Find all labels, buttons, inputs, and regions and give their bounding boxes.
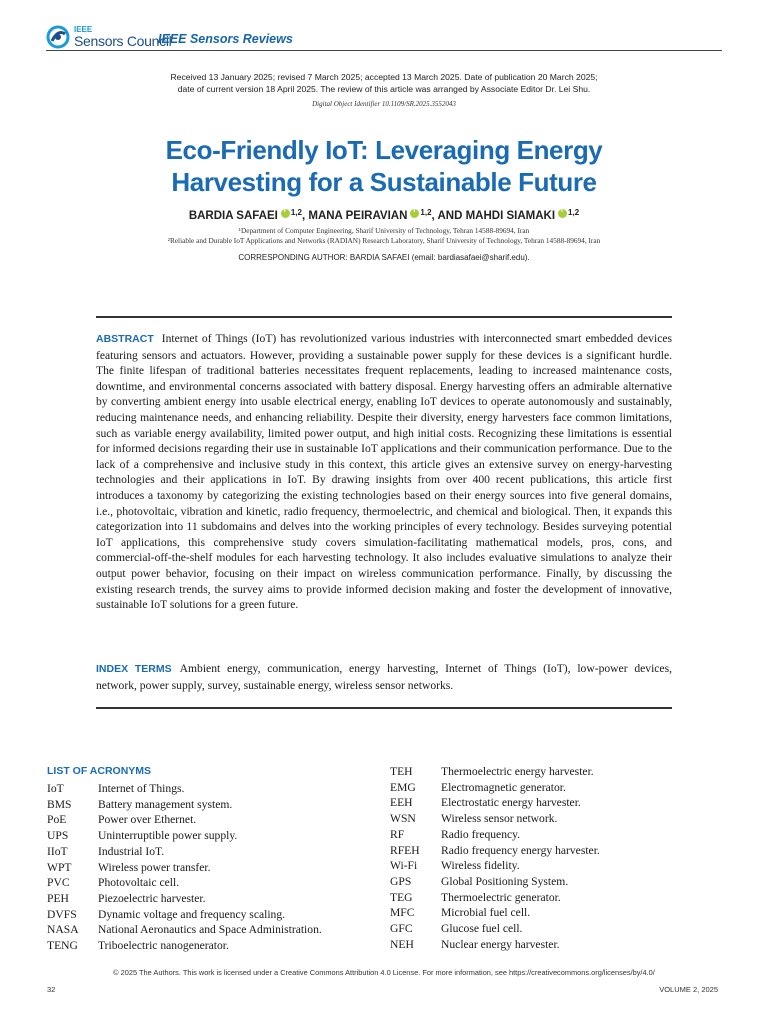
- page-header: [46, 24, 722, 52]
- acronym-definition: Nuclear energy harvester.: [441, 937, 560, 951]
- acronym-definition: Uninterruptible power supply.: [98, 829, 238, 843]
- volume-label: VOLUME 2, 2025: [659, 985, 718, 994]
- acronym-item: [47, 922, 377, 938]
- acronym-abbreviation: TEG: [390, 890, 413, 904]
- acronym-abbreviation: WPT: [47, 860, 72, 874]
- acronym-abbreviation: EEH: [390, 796, 413, 810]
- author-affiliation-marker: 1,2: [568, 208, 580, 217]
- acronym-item: [47, 828, 377, 844]
- sensors-council-logo[interactable]: [46, 24, 171, 50]
- author-name[interactable]: MANA PEIRAVIAN: [308, 210, 408, 222]
- author-separator: ,: [301, 210, 309, 222]
- acronym-item: [47, 938, 377, 954]
- acronym-abbreviation: IIoT: [47, 844, 68, 858]
- acronym-abbreviation: PoE: [47, 813, 67, 827]
- acronym-definition: Wireless fidelity.: [441, 859, 520, 873]
- corresponding-author: CORRESPONDING AUTHOR: BARDIA SAFAEI (email: bardiasafaei@sharif.edu).: [238, 253, 530, 262]
- acronym-abbreviation: RFEH: [390, 843, 420, 857]
- acronym-abbreviation: DVFS: [47, 907, 77, 921]
- acronym-abbreviation: GPS: [390, 874, 412, 888]
- acronym-item: [47, 907, 377, 923]
- acronym-definition: Triboelectric nanogenerator.: [98, 939, 229, 953]
- orcid-icon[interactable]: [410, 209, 419, 218]
- acronym-definition: Electromagnetic generator.: [441, 780, 566, 794]
- header-divider: [46, 50, 722, 51]
- received-dates: [100, 72, 668, 95]
- acronym-item: [390, 780, 720, 796]
- acronym-abbreviation: WSN: [390, 812, 416, 826]
- acronym-abbreviation: NASA: [47, 923, 79, 937]
- journal-name[interactable]: IEEE Sensors Reviews: [158, 32, 293, 46]
- acronym-definition: Microbial fuel cell.: [441, 906, 531, 920]
- acronym-item: [47, 875, 377, 891]
- sensors-council-swirl-icon: [46, 25, 70, 49]
- article-title: [60, 134, 708, 198]
- doi[interactable]: Digital Object Identifier 10.1109/SR.2025.3552043: [312, 100, 456, 108]
- acronym-abbreviation: BMS: [47, 797, 72, 811]
- acronym-definition: Wireless sensor network.: [441, 812, 558, 826]
- acronym-definition: Industrial IoT.: [98, 844, 165, 858]
- acronym-list-left: [47, 781, 377, 954]
- orcid-icon[interactable]: [281, 209, 290, 218]
- author-separator: , AND: [431, 210, 466, 222]
- author-affiliation-marker: 1,2: [420, 208, 432, 217]
- acronym-definition: National Aeronautics and Space Administration.: [98, 923, 322, 937]
- acronym-definition: Internet of Things.: [98, 782, 185, 795]
- acronym-abbreviation: Wi-Fi: [390, 859, 418, 873]
- acronym-definition: Dynamic voltage and frequency scaling.: [98, 907, 286, 921]
- abstract: [96, 331, 672, 613]
- author-affiliation-marker: 1,2: [290, 208, 302, 217]
- acronym-definition: Wireless power transfer.: [98, 860, 211, 874]
- abstract-top-divider: [96, 316, 672, 318]
- orcid-icon[interactable]: [558, 209, 567, 218]
- acronym-item: [390, 905, 720, 921]
- author-name[interactable]: MAHDI SIAMAKI: [465, 210, 556, 222]
- index-terms-text: Ambient energy, communication, energy harvesting, Internet of Things (IoT), low-power devices, network, power supply, survey, sustainable energy, wireless sensor networks.: [96, 662, 672, 692]
- acronym-item: [47, 797, 377, 813]
- acronym-item: [47, 891, 377, 907]
- abstract-text: Internet of Things (IoT) has revolutionized various industries with interconnected smart embedded devices featuring sensors and actuators. However, providing a sustainable power supply for these devices is a significant hurdle. The finite lifespan of traditional batteries necessitates frequent replacements, leading to increased maintenance costs, downtime, and environmental concerns associated with battery disposal. Energy harvesting offers an admirable alternative by converting ambient energy into usable electrical energy, enabling IoT devices to operate autonomously and sustainably, reducing maintenance needs, and enhancing reliability. Despite their diversity, energy harvesters face common limitations, such as variable energy availability, limited power output, and high initial costs. Recognizing these limitations is essential for informed decisions regarding their use in sustainable IoT applications and their communication performance. Due to the lack of a comprehensive and inclusive study in this context, this article gives an extensive survey on energy-harvesting technologies and their applications in IoT. By drawing insights from over 400 recent publications, this article first introduces a taxonomy by categorizing the existing technologies based on their energy sources into five general domains, i.e., photovoltaic, vibration and kinetic, radio frequency, thermoelectric, and chemical and biological. Then, it expands this categorization into 11 subdomains and delves into the working principles of every technology. Besides surveying potential IoT applications, this comprehensive study covers simulation-facilitating mathematical models, pros, cons, and commercial-off-the-shelf modules for each harvesting technology. It also includes evaluative simulations to analyze their output power behavior, focusing on their impact on wireless communication performance. Finally, by discussing the existing research trends, the survey aims to provide informed decision making and foster the development of innovative, sustainable IoT solutions for a green future.: [96, 332, 672, 612]
- acronym-item: [390, 764, 720, 780]
- acronym-list-right: [390, 764, 720, 952]
- acronyms-heading: LIST OF ACRONYMS: [47, 765, 152, 777]
- acronym-abbreviation: EMG: [390, 780, 416, 794]
- acronym-item: [47, 812, 377, 828]
- acronym-definition: Photovoltaic cell.: [98, 876, 180, 890]
- logo-council-text: Sensors Council: [74, 33, 172, 49]
- abstract-label: ABSTRACT: [96, 333, 154, 345]
- acronym-definition: Global Positioning System.: [441, 874, 569, 888]
- acronym-definition: Glucose fuel cell.: [441, 922, 523, 936]
- acronym-item: [47, 781, 377, 797]
- acronym-item: [390, 843, 720, 859]
- received-line-2: date of current version 18 April 2025. The review of this article was arranged by Associate Editor Dr. Lei Shu.: [177, 83, 591, 94]
- acronym-item: [390, 890, 720, 906]
- author-name[interactable]: BARDIA SAFAEI: [188, 210, 278, 222]
- acronym-definition: Radio frequency.: [441, 827, 521, 841]
- affiliation-1: ¹Department of Computer Engineering, Sharif University of Technology, Tehran 14588-89694, Iran: [238, 226, 530, 235]
- acronym-item: [390, 827, 720, 843]
- acronym-item: [47, 860, 377, 876]
- acronym-definition: Thermoelectric energy harvester.: [441, 765, 594, 778]
- affiliation-2: ²Reliable and Durable IoT Applications and Networks (RADIAN) Research Laboratory, Sharif University of Technology, Tehran 14588-89694, Iran: [167, 236, 601, 245]
- acronym-abbreviation: GFC: [390, 922, 413, 936]
- affiliations: [60, 226, 708, 246]
- acronym-item: [47, 844, 377, 860]
- acronym-item: [390, 937, 720, 953]
- acronym-abbreviation: NEH: [390, 937, 414, 951]
- acronym-definition: Electrostatic energy harvester.: [441, 796, 581, 810]
- acronym-abbreviation: PVC: [47, 876, 70, 890]
- index-terms: [96, 661, 672, 693]
- acronym-item: [390, 795, 720, 811]
- acronym-item: [390, 858, 720, 874]
- title-line-2: Harvesting for a Sustainable Future: [171, 167, 597, 197]
- license-notice[interactable]: © 2025 The Authors. This work is licensed under a Creative Commons Attribution 4.0 License. For more information, see https://creativecommons.org/licenses/by/4.0/: [113, 968, 655, 977]
- acronym-abbreviation: TENG: [47, 939, 78, 953]
- acronym-definition: Thermoelectric generator.: [441, 890, 561, 904]
- acronym-abbreviation: TEH: [390, 765, 413, 778]
- received-line-1: Received 13 January 2025; revised 7 March 2025; accepted 13 March 2025. Date of publication 20 March 2025;: [170, 72, 598, 82]
- index-terms-label: INDEX TERMS: [96, 663, 172, 675]
- abstract-bottom-divider: [96, 707, 672, 709]
- acronym-item: [390, 811, 720, 827]
- acronym-item: [390, 874, 720, 890]
- acronym-definition: Piezoelectric harvester.: [98, 891, 206, 905]
- logo-ieee-text: IEEE: [74, 25, 93, 34]
- page-number: 32: [47, 985, 56, 994]
- acronym-abbreviation: MFC: [390, 906, 415, 920]
- acronym-abbreviation: RF: [390, 827, 405, 841]
- author-list: [60, 208, 708, 222]
- acronym-definition: Power over Ethernet.: [98, 813, 197, 827]
- acronym-abbreviation: IoT: [47, 782, 64, 795]
- acronym-definition: Battery management system.: [98, 797, 233, 811]
- acronym-abbreviation: PEH: [47, 891, 69, 905]
- acronym-definition: Radio frequency energy harvester.: [441, 843, 600, 857]
- title-line-1: Eco-Friendly IoT: Leveraging Energy: [165, 135, 603, 165]
- acronym-item: [390, 921, 720, 937]
- acronym-abbreviation: UPS: [47, 829, 69, 843]
